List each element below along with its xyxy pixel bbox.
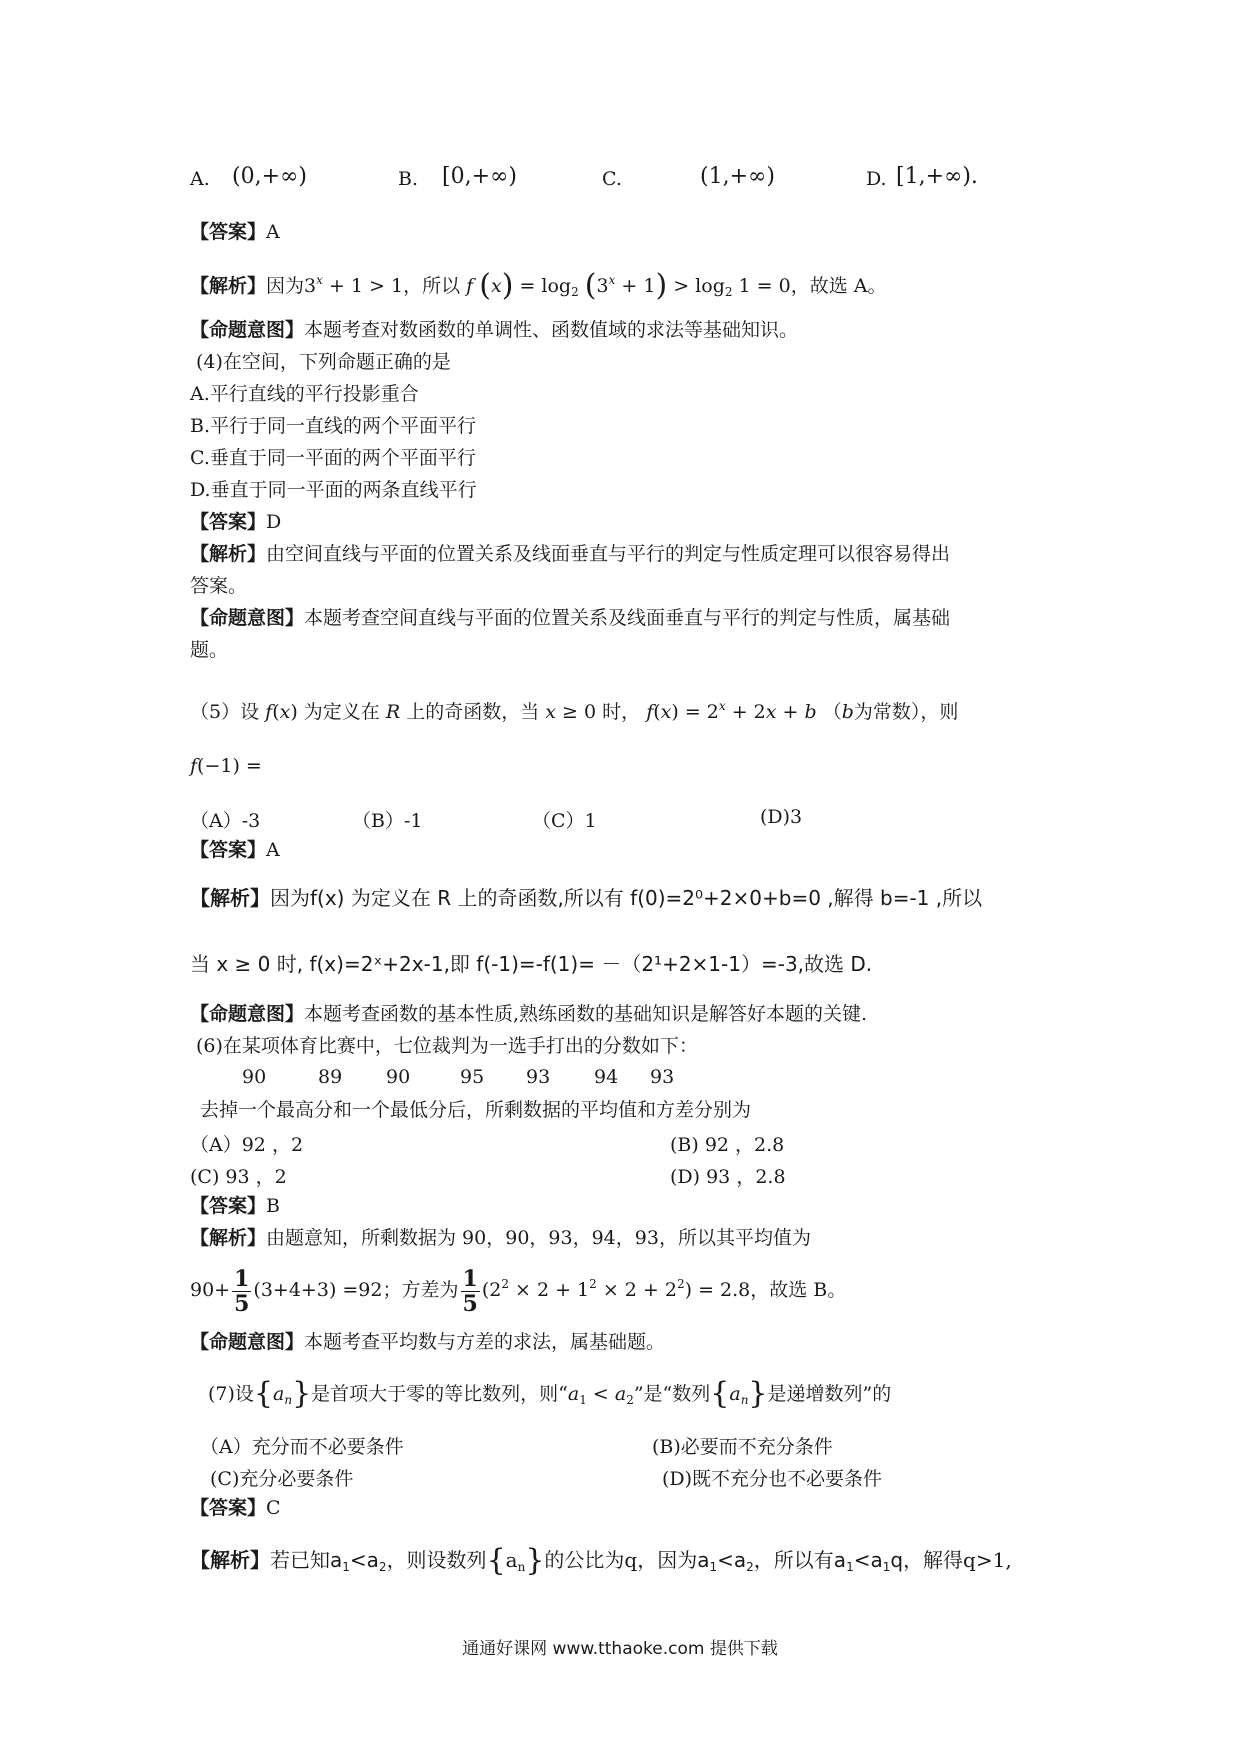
- q6-analysis-2a: 90+: [190, 1279, 231, 1301]
- q7-analysis-d: ，所以有: [753, 1548, 834, 1572]
- q6-intent-line: [190, 1330, 665, 1354]
- q6-answer: B: [266, 1195, 280, 1217]
- analysis-label: 【解析】: [190, 1548, 270, 1572]
- q3-analysis-line: [190, 268, 887, 304]
- analysis-label: 【解析】: [190, 1227, 267, 1249]
- q7-seq: $\{a_n\}$: [710, 1376, 768, 1411]
- q4-intent-line-2: 题。: [190, 639, 229, 661]
- q4-intent-1: 本题考查空间直线与平面的位置关系及线面垂直与平行的判定与性质，属基础: [304, 607, 951, 629]
- q3-analysis-post: ，故选 A。: [790, 275, 887, 297]
- q7-answer: C: [266, 1497, 281, 1519]
- answer-label: 【答案】: [190, 1497, 267, 1519]
- q6-analysis-1: 由题意知，所剩数据为 90，90，93，94，93，所以其平均值为: [266, 1227, 811, 1249]
- q3-intent: 本题考查对数函数的单调性、函数值域的求法等基础知识。: [304, 319, 799, 341]
- q6-score: 89: [318, 1066, 343, 1088]
- q6-option-c: (C) 93 ，2: [190, 1166, 287, 1188]
- q3-option-d: [1,+∞).: [896, 164, 978, 189]
- q4-answer: D: [266, 511, 282, 533]
- q4-option-d: D.垂直于同一平面的两条直线平行: [190, 479, 477, 501]
- q3-option-c: (1,+∞): [700, 164, 775, 189]
- q7-cond-1: $a_1<a_2$: [330, 1548, 387, 1574]
- q3-option-b: [0,+∞): [442, 164, 517, 189]
- q7-stem: [208, 1376, 892, 1412]
- q7-stem-d: 是递增数列”的: [767, 1383, 892, 1405]
- q5-fx: f: [265, 701, 273, 723]
- q6-analysis-2c: = 2.8，故选 B。: [698, 1279, 847, 1301]
- q4-option-a: A.平行直线的平行投影重合: [190, 383, 419, 405]
- q3-answer-line: [190, 220, 280, 244]
- q4-analysis-line-1: [190, 542, 950, 566]
- q3-option-a: (0,+∞): [232, 164, 307, 189]
- analysis-label: 【解析】: [190, 886, 270, 910]
- intent-label: 【命题意图】: [190, 1003, 305, 1025]
- q5-stem-e: （: [822, 701, 842, 723]
- q7-cond-2: $a_1<a_2$: [697, 1548, 754, 1574]
- q5-analysis-line-1: [190, 886, 982, 910]
- q7-option-a: （A）充分而不必要条件: [200, 1436, 404, 1458]
- analysis-label: 【解析】: [190, 543, 267, 565]
- q4-intent-line-1: [190, 606, 950, 630]
- q5-R: R: [385, 701, 401, 723]
- answer-label: 【答案】: [190, 221, 267, 243]
- q7-analysis-e: ，解得q>1,: [903, 1548, 1012, 1572]
- q3-answer: A: [266, 221, 280, 243]
- q7-option-c: (C)充分必要条件: [210, 1468, 354, 1490]
- intent-label: 【命题意图】: [190, 319, 305, 341]
- q5-stem-a: （5）设: [190, 701, 260, 723]
- q7-stem-b: 是首项大于零的等比数列，则“: [311, 1383, 568, 1405]
- q6-analysis-2b: (3+4+3) =92；方差为: [253, 1279, 459, 1301]
- q5-answer-line: [190, 838, 280, 862]
- q6-analysis-line-2: [190, 1256, 846, 1318]
- q7-stem-a: (7)设: [208, 1383, 254, 1405]
- q6-answer-line: [190, 1194, 280, 1218]
- q6-fraction: $\frac{1}{5}$: [462, 1265, 478, 1317]
- q5-condition: x ≥ 0: [545, 701, 597, 723]
- q7-seq: $\{a_n\}$: [253, 1376, 312, 1411]
- q6-score: 93: [650, 1066, 675, 1088]
- q3-analysis-pre: 因为: [266, 275, 305, 297]
- q6-score: 93: [526, 1066, 551, 1088]
- q7-analysis-line: [190, 1543, 1012, 1579]
- q7-option-d: (D)既不充分也不必要条件: [662, 1468, 883, 1490]
- q6-score: 95: [460, 1066, 485, 1088]
- intent-label: 【命题意图】: [190, 1331, 305, 1353]
- q5-analysis-1: 因为f(x) 为定义在 R 上的奇函数,所以有 f(0)=2⁰+2×0+b=0 ,解得 b=-1 ,所以: [270, 886, 983, 910]
- q3-option-b-label: B.: [398, 168, 419, 190]
- q7-analysis-c: 的公比为q，因为: [544, 1548, 698, 1572]
- q6-stem: (6)在某项体育比赛中，七位裁判为一选手打出的分数如下：: [196, 1035, 698, 1057]
- q6-score: 90: [386, 1066, 411, 1088]
- q5-option-a: （A）-3: [190, 810, 261, 832]
- q5-answer: A: [266, 839, 280, 861]
- q4-analysis-1: 由空间直线与平面的位置关系及线面垂直与平行的判定与性质定理可以很容易得出: [266, 543, 951, 565]
- q7-cond-3: $a_1<a_1q$: [833, 1548, 904, 1574]
- q3-intent-line: [190, 318, 798, 342]
- q7-analysis-b: ，则设数列: [386, 1548, 487, 1572]
- q3-formula-1: $3^x + 1 > 1$: [304, 273, 404, 297]
- q5-intent-line: [190, 1002, 867, 1026]
- q4-option-c: C.垂直于同一平面的两个平面平行: [190, 447, 476, 469]
- q6-intent: 本题考查平均数与方差的求法，属基础题。: [304, 1331, 666, 1353]
- q5-stem-line-2: f(−1) =: [190, 755, 262, 777]
- q3-option-a-label: A.: [190, 168, 210, 190]
- q5-stem-f: 为常数），则: [853, 701, 959, 723]
- q6-stem-2: 去掉一个最高分和一个最低分后，所剩数据的平均值和方差分别为: [200, 1099, 752, 1121]
- analysis-label: 【解析】: [190, 275, 267, 297]
- answer-label: 【答案】: [190, 511, 267, 533]
- q7-answer-line: [190, 1496, 281, 1520]
- q3-analysis-mid: ，所以: [403, 275, 461, 297]
- q6-option-b: (B) 92 ，2.8: [670, 1134, 785, 1156]
- q5-option-c: （C）1: [532, 810, 597, 832]
- q4-analysis-line-2: 答案。: [190, 575, 248, 597]
- q6-score: 90: [242, 1066, 267, 1088]
- q7-condition: $a_1 < a_2$: [567, 1383, 634, 1407]
- intent-label: 【命题意图】: [190, 607, 305, 629]
- q6-analysis-line-1: [190, 1226, 811, 1250]
- q6-option-d: (D) 93 ，2.8: [670, 1166, 786, 1188]
- q6-fraction: $\frac{1}{5}$: [234, 1265, 250, 1317]
- q7-option-b: (B)必要而不充分条件: [652, 1436, 833, 1458]
- q3-formula-2: f $(x) = \log_2 (3^x + 1) > \log_2 1 = 0$: [466, 268, 791, 303]
- q6-option-a: （A）92 ，2: [190, 1134, 304, 1156]
- q7-seq: $\{a_n\}$: [486, 1543, 545, 1578]
- q5-stem-c: 上的奇函数，当: [406, 701, 540, 723]
- q5-option-d: (D)3: [760, 806, 803, 828]
- q6-score: 94: [594, 1066, 619, 1088]
- q5-option-b: （B）-1: [352, 810, 423, 832]
- q3-option-c-label: C.: [602, 168, 622, 190]
- answer-label: 【答案】: [190, 1195, 267, 1217]
- q7-analysis-a: 若已知: [270, 1548, 330, 1572]
- page-footer: 通通好课网 www.tthaoke.com 提供下载: [462, 1639, 778, 1659]
- q4-stem: (4)在空间，下列命题正确的是: [196, 351, 451, 373]
- q3-option-d-label: D.: [866, 168, 887, 190]
- q5-formula: $f(x) = 2^x + 2x + b$: [646, 699, 817, 723]
- q4-option-b: B.平行于同一直线的两个平面平行: [190, 415, 477, 437]
- q5-intent: 本题考查函数的基本性质,熟练函数的基础知识是解答好本题的关键.: [304, 1003, 868, 1025]
- q5-analysis-line-2: 当 x ≥ 0 时, f(x)=2ˣ+2x-1,即 f(-1)=-f(1)= －（2¹+2×1-1）=-3,故选 D.: [190, 952, 873, 976]
- answer-label: 【答案】: [190, 839, 267, 861]
- q6-variance-formula: $(2^2 \times 2 + 1^2 \times 2 + 2^2)$: [481, 1277, 699, 1301]
- q5-stem-line-1: （5）设 f(x) 为定义在 R 上的奇函数，当 x ≥ 0 时， $f(x) = 2^x + 2x + b$ （b为常数），则: [190, 699, 959, 723]
- q7-stem-c: ”是“数列: [633, 1383, 711, 1405]
- q5-stem-b: 为定义在: [303, 701, 380, 723]
- q4-answer-line: [190, 510, 281, 534]
- q5-stem-d: 时，: [602, 701, 641, 723]
